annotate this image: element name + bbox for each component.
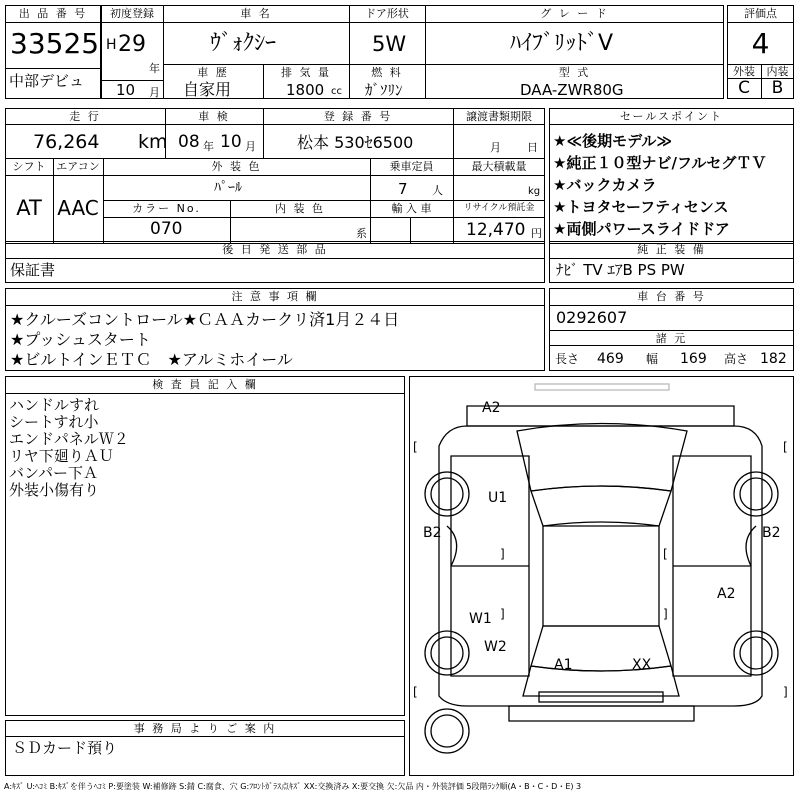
- first-reg-year: 29: [118, 32, 146, 57]
- history: 自家用: [183, 80, 232, 99]
- color: ﾊﾟｰﾙ: [214, 180, 242, 196]
- damage-mark: A2: [717, 586, 736, 602]
- damage-mark: XX: [632, 657, 652, 673]
- damage-legend: A:ｷｽﾞ U:ﾍｺﾐ B:ｷｽﾞを伴うﾍｺﾐ P:要塗装 W:補修跡 S:錆 C:腐食、穴 G:ﾌﾛﾝﾄｶﾞﾗｽ点ｷｽﾞ XX:交換済み X:要交換 欠:欠品 内・外装評価 5段階ﾗﾝｸ順(A・B・C・D・E) 3: [4, 782, 582, 791]
- damage-mark: W1: [469, 611, 492, 627]
- damage-mark: A1: [554, 657, 573, 673]
- sales-point-item: ★≪後期モデル≫: [553, 132, 673, 150]
- interior-grade: B: [771, 78, 784, 98]
- rating-label: 評価点: [744, 7, 777, 20]
- car-diagram: [409, 376, 794, 776]
- model-code: DAA-ZWR80G: [520, 81, 624, 99]
- sales-points-label: セールスポイント: [619, 110, 723, 123]
- load-unit: kg: [528, 186, 541, 197]
- displacement: 1800: [286, 81, 325, 99]
- length-label: 長さ: [555, 352, 580, 366]
- fuel-label: 燃 料: [371, 66, 403, 79]
- office-label: 事 務 局 よ り ご 案 内: [133, 722, 277, 735]
- recycle-amount: 12,470: [466, 220, 526, 240]
- sales-point-item: ★純正１０型ナビ/フルセグＴＶ: [553, 154, 767, 172]
- height-label: 高さ: [724, 352, 749, 366]
- grade: ﾊｲﾌﾞﾘｯﾄﾞV: [510, 31, 614, 56]
- transfer-day-unit: 日: [527, 141, 538, 154]
- recycle-label: リサイクル預託金: [463, 203, 535, 213]
- seats-unit: 人: [432, 184, 443, 197]
- inspector-line: シートすれ小: [9, 413, 99, 431]
- damage-mark: A2: [482, 400, 501, 416]
- rating: 4: [751, 27, 770, 60]
- sales-points-list: [553, 130, 766, 240]
- plate-label: 登 録 番 号: [323, 110, 393, 123]
- bracket-mark: [: [783, 440, 788, 454]
- color-no: 070: [150, 219, 183, 239]
- top-outline: [535, 384, 669, 390]
- rear-left-wheel-hub: [431, 637, 463, 669]
- inspection-month: 10: [220, 132, 242, 152]
- bracket-mark: [: [413, 440, 418, 454]
- notes-list: [10, 310, 399, 370]
- height-value: 182: [760, 351, 787, 367]
- mileage-unit: km: [138, 131, 168, 153]
- transfer-month-unit: 月: [490, 141, 501, 154]
- inspection-year: 08: [178, 132, 200, 152]
- car-name: ｳﾞｫｸｼｰ: [210, 31, 277, 56]
- recycle-unit: 円: [531, 227, 542, 240]
- import-label: 輸 入 車: [391, 202, 432, 215]
- inspector-line: 外装小傷有り: [9, 481, 100, 499]
- later-parts-label: 後 日 発 送 部 品: [222, 243, 328, 256]
- door-type: 5W: [372, 32, 407, 56]
- inspector-label: 検 査 員 記 入 欄: [152, 378, 258, 391]
- event-label: 中部デビュ: [9, 72, 85, 90]
- chassis-number: 0292607: [556, 308, 628, 327]
- note-line: ★プッシュスタート: [10, 330, 151, 349]
- grade-label: グ レ ー ド: [540, 7, 609, 20]
- color-label: 外 装 色: [211, 160, 262, 173]
- length-value: 469: [597, 351, 624, 367]
- year-unit: 年: [149, 62, 160, 75]
- color-no-label: カラー No.: [132, 202, 201, 215]
- bracket-mark: ]: [663, 607, 668, 621]
- seats-label: 乗車定員: [389, 160, 434, 173]
- mileage-label: 走 行: [69, 110, 101, 123]
- notes-label: 注 意 事 項 欄: [231, 290, 319, 303]
- shift-label: シフト: [12, 160, 46, 173]
- inspector-line: エンドパネルＷ２: [9, 430, 129, 448]
- rear-bumper: [509, 706, 694, 721]
- model-label: 型 式: [558, 66, 591, 79]
- office-message: ＳＤカード預り: [12, 739, 118, 757]
- seats: 7: [398, 180, 408, 198]
- interior-color-unit: 系: [356, 227, 367, 240]
- exterior-grade: C: [738, 78, 750, 98]
- era: H: [106, 37, 117, 53]
- sales-point-item: ★トヨタセーフティセンス: [553, 198, 729, 216]
- front-left-wheel-hub: [431, 478, 463, 510]
- hood: [517, 424, 687, 492]
- bracket-mark: [: [663, 547, 668, 561]
- note-line: ★クルーズコントロール★ＣＡＡカークリ済1月２４日: [10, 310, 400, 329]
- inspector-line: バンパー下Ａ: [9, 464, 98, 482]
- first-reg-month: 10: [116, 81, 136, 99]
- interior-color-label: 内 装 色: [275, 202, 325, 215]
- spare-wheel-hub: [431, 715, 463, 747]
- chassis-label: 車 台 番 号: [637, 290, 706, 303]
- displacement-label: 排 気 量: [281, 66, 331, 79]
- rear-right-wheel-hub: [740, 637, 772, 669]
- transfer-label: 譲渡書類期限: [466, 110, 532, 123]
- lot-number-label: 出 品 番 号: [18, 7, 88, 20]
- dimensions-label: 諸 元: [655, 332, 688, 345]
- load-label: 最大積載量: [471, 160, 527, 173]
- factory-equipment-value: ﾅﾋﾞ TV ｴｱB PS PW: [556, 261, 685, 279]
- inspection-year-unit: 年: [203, 140, 214, 153]
- inspector-line: ハンドルすれ: [9, 396, 100, 414]
- month-unit: 月: [149, 86, 160, 99]
- inspector-line: リヤ下廻りＡＵ: [9, 447, 114, 465]
- inspector-notes: [9, 397, 129, 499]
- rear-plate: [539, 692, 663, 702]
- later-parts-value: 保証書: [10, 261, 56, 279]
- aircon-label: エアコン: [56, 160, 100, 173]
- bracket-mark: ]: [500, 547, 505, 561]
- factory-equipment-label: 純 正 装 備: [637, 243, 706, 256]
- displacement-unit: cc: [331, 86, 342, 97]
- damage-mark: W2: [484, 639, 507, 655]
- note-line: ★ビルトインＥＴＣ ★アルミホイール: [10, 350, 293, 369]
- shift: AT: [16, 196, 42, 220]
- roof: [543, 526, 659, 626]
- front-left-fender: [447, 526, 457, 566]
- aircon: AAC: [57, 196, 99, 220]
- inspection-label: 車 検: [198, 110, 230, 123]
- damage-mark: U1: [488, 490, 508, 506]
- row2-box: [5, 108, 545, 244]
- sales-point-item: ★バックカメラ: [553, 176, 657, 194]
- interior-label: 内装: [766, 65, 789, 78]
- width-label: 幅: [646, 352, 659, 366]
- exterior-label: 外装: [733, 65, 755, 78]
- damage-mark: B2: [762, 525, 781, 541]
- door-label: ドア形状: [365, 7, 409, 20]
- windshield: [531, 486, 671, 526]
- bracket-mark: [: [413, 685, 418, 699]
- history-label: 車 歴: [197, 66, 229, 79]
- inspection-month-unit: 月: [245, 140, 256, 153]
- front-right-wheel-hub: [740, 478, 772, 510]
- plate-number: 松本 530ｾ6500: [297, 133, 414, 152]
- lot-number: 33525: [10, 27, 100, 60]
- fuel: ｶﾞｿﾘﾝ: [365, 81, 403, 99]
- damage-mark: B2: [423, 525, 442, 541]
- bracket-mark: ]: [783, 685, 788, 699]
- width-value: 169: [680, 351, 707, 367]
- car-name-label: 車 名: [240, 7, 272, 20]
- bracket-mark: ]: [500, 607, 505, 621]
- mileage: 76,264: [33, 131, 100, 153]
- first-reg-label: 初度登録: [110, 7, 154, 20]
- sales-point-item: ★両側パワースライドドア: [553, 220, 730, 238]
